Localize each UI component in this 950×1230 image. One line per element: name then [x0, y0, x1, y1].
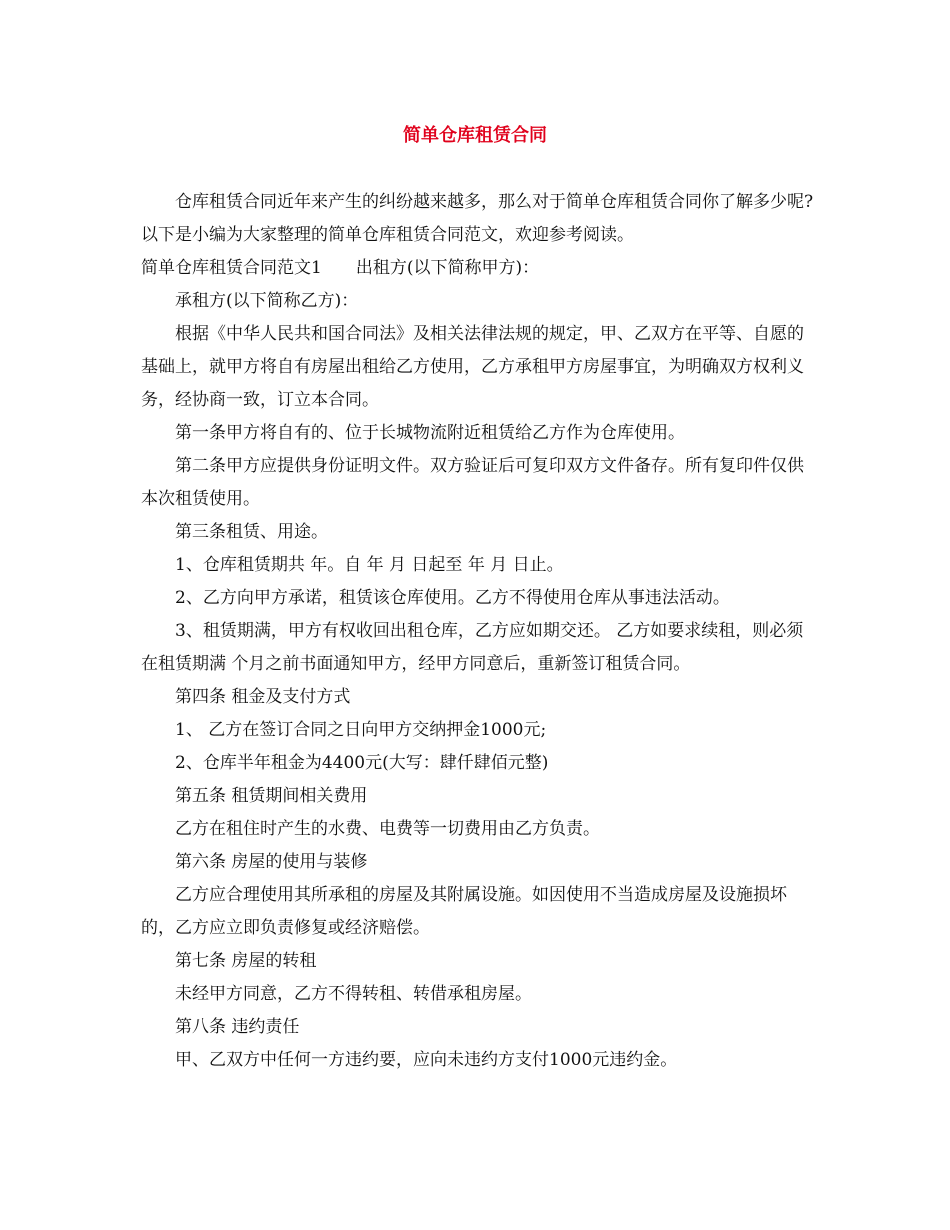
- article-6-text: 乙方应合理使用其所承租的房屋及其附属设施。如因使用不当造成房屋及设施损坏的，乙方应立即负责修复或经济赔偿。: [141, 885, 787, 938]
- article-4-item-2: 2、仓库半年租金为4400元(大写：肆仟肆佰元整): [175, 753, 549, 773]
- article-6-heading: 第六条 房屋的使用与装修: [175, 852, 368, 872]
- article-1: 第一条甲方将自有的、位于长城物流附近租赁给乙方作为仓库使用。: [175, 423, 685, 443]
- document-title: 简单仓库租赁合同: [403, 125, 547, 146]
- article-3-item-2: 2、乙方向甲方承诺，租赁该仓库使用。乙方不得使用仓库从事违法活动。: [175, 588, 730, 608]
- article-8-heading: 第八条 违约责任: [175, 1017, 300, 1037]
- article-4-heading: 第四条 租金及支付方式: [175, 687, 351, 707]
- article-3-heading: 第三条租赁、用途。: [175, 522, 328, 542]
- legal-basis-paragraph: 根据《中华人民共和国合同法》及相关法律法规的规定，甲、乙双方在平等、自愿的基础上，就甲方将自有房屋出租给乙方使用，乙方承租甲方房屋事宜，为明确双方权利义务，经协商一致，订立本合同。: [141, 324, 804, 410]
- article-8-text: 甲、乙双方中任何一方违约要，应向未违约方支付1000元违约金。: [175, 1050, 678, 1070]
- article-2: 第二条甲方应提供身份证明文件。双方验证后可复印双方文件备存。所有复印件仅供本次租赁使用。: [141, 456, 804, 509]
- article-3-item-1: 1、仓库租赁期共 年。自 年 月 日起至 年 月 日止。: [175, 555, 564, 575]
- article-3-item-3: 3、租赁期满，甲方有权收回出租仓库，乙方应如期交还。 乙方如要求续租，则必须在租赁期满 个月之前书面通知甲方，经甲方同意后，重新签订租赁合同。: [141, 621, 804, 674]
- intro-paragraph: 仓库租赁合同近年来产生的纠纷越来越多，那么对于简单仓库租赁合同你了解多少呢?以下是小编为大家整理的简单仓库租赁合同范文，欢迎参考阅读。: [141, 192, 814, 245]
- article-4-item-1: 1、 乙方在签订合同之日向甲方交纳押金1000元;: [175, 720, 547, 740]
- article-7-text: 未经甲方同意，乙方不得转租、转借承租房屋。: [175, 984, 532, 1004]
- document-body: [141, 186, 817, 1077]
- lessor-line: 简单仓库租赁合同范文1 出租方(以下简称甲方)：: [141, 258, 540, 278]
- article-5-heading: 第五条 租赁期间相关费用: [175, 786, 368, 806]
- lessee-line: 承租方(以下简称乙方)：: [175, 291, 359, 311]
- article-7-heading: 第七条 房屋的转租: [175, 951, 317, 971]
- article-5-text: 乙方在租住时产生的水费、电费等一切费用由乙方负责。: [175, 819, 600, 839]
